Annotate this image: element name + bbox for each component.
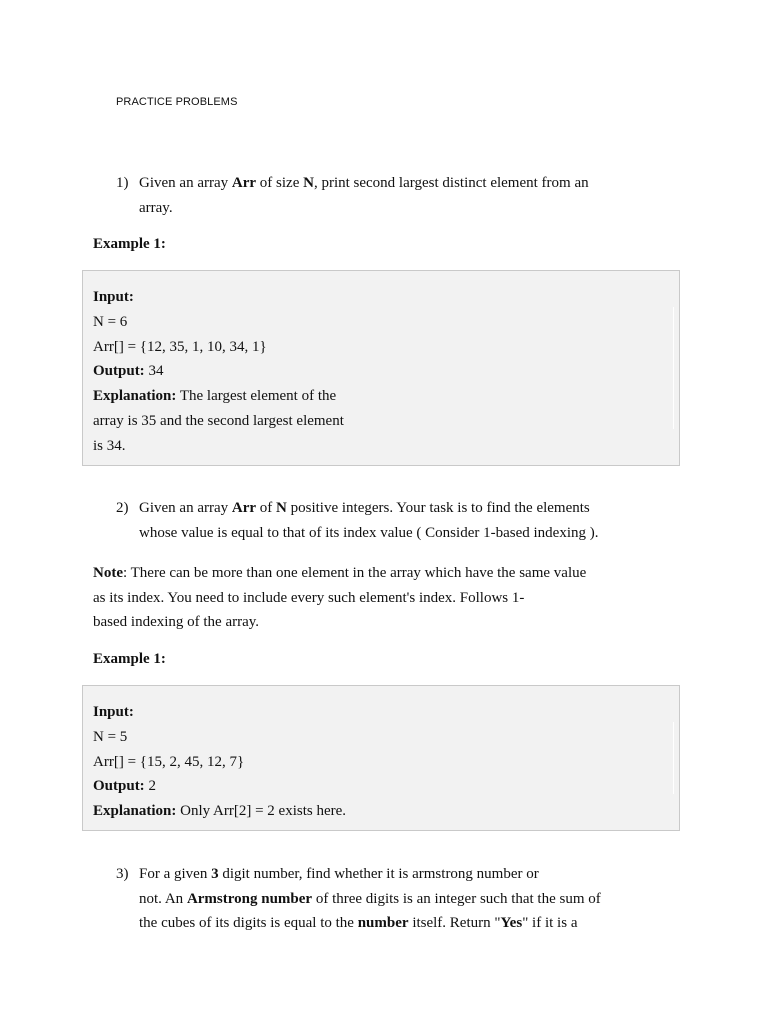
problem-number: 1) bbox=[116, 175, 129, 191]
note-label: Note bbox=[93, 565, 123, 581]
problem-2 bbox=[116, 496, 686, 545]
explanation-text: Only Arr[2] = 2 exists here. bbox=[176, 803, 347, 820]
problem-number: 3) bbox=[116, 866, 129, 882]
output-label: Output: bbox=[93, 778, 145, 795]
problem-number: 2) bbox=[116, 500, 129, 516]
divider bbox=[673, 307, 674, 429]
example-box bbox=[82, 685, 680, 831]
example-box bbox=[82, 270, 680, 466]
explanation-text: The largest element of the bbox=[176, 388, 337, 405]
input-label: Input: bbox=[93, 289, 134, 305]
example-label: Example 1: bbox=[93, 651, 166, 667]
problem-1 bbox=[116, 171, 676, 220]
n-line: N = 6 bbox=[93, 313, 128, 330]
problem-3 bbox=[116, 862, 686, 936]
output-value: 2 bbox=[144, 778, 156, 795]
explanation-text: array is 35 and the second largest element bbox=[93, 412, 344, 429]
problem-statement: Given an array Arr of N positive integers. Your task is to find the elements whose value is equal to that of its index value ( Consider 1-based indexing ). bbox=[139, 500, 599, 541]
problem-statement: Given an array Arr of size N, print second largest distinct element from an array. bbox=[139, 175, 589, 216]
example-label: Example 1: bbox=[93, 236, 166, 252]
n-line: N = 5 bbox=[93, 728, 128, 745]
divider bbox=[673, 722, 674, 794]
explanation-label: Explanation: bbox=[93, 388, 177, 405]
output-label: Output: bbox=[93, 363, 145, 380]
input-label: Input: bbox=[93, 704, 134, 720]
note: Note: There can be more than one element in the array which have the same value as its index. You need to include every such element's index. Follows 1- based indexing of the array. bbox=[93, 565, 587, 630]
array-line: Arr[] = {12, 35, 1, 10, 34, 1} bbox=[93, 338, 267, 355]
page-heading: PRACTICE PROBLEMS bbox=[116, 96, 238, 108]
array-line: Arr[] = {15, 2, 45, 12, 7} bbox=[93, 753, 245, 770]
explanation-text: is 34. bbox=[93, 437, 126, 454]
problem-statement: For a given 3 digit number, find whether it is armstrong number or not. An Armstrong number of three digits is an integer such that the sum of the cubes of its digits is equal to the number itself. Return "Yes" if it is a bbox=[139, 866, 601, 931]
explanation-label: Explanation: bbox=[93, 803, 177, 820]
output-value: 34 bbox=[144, 363, 164, 380]
